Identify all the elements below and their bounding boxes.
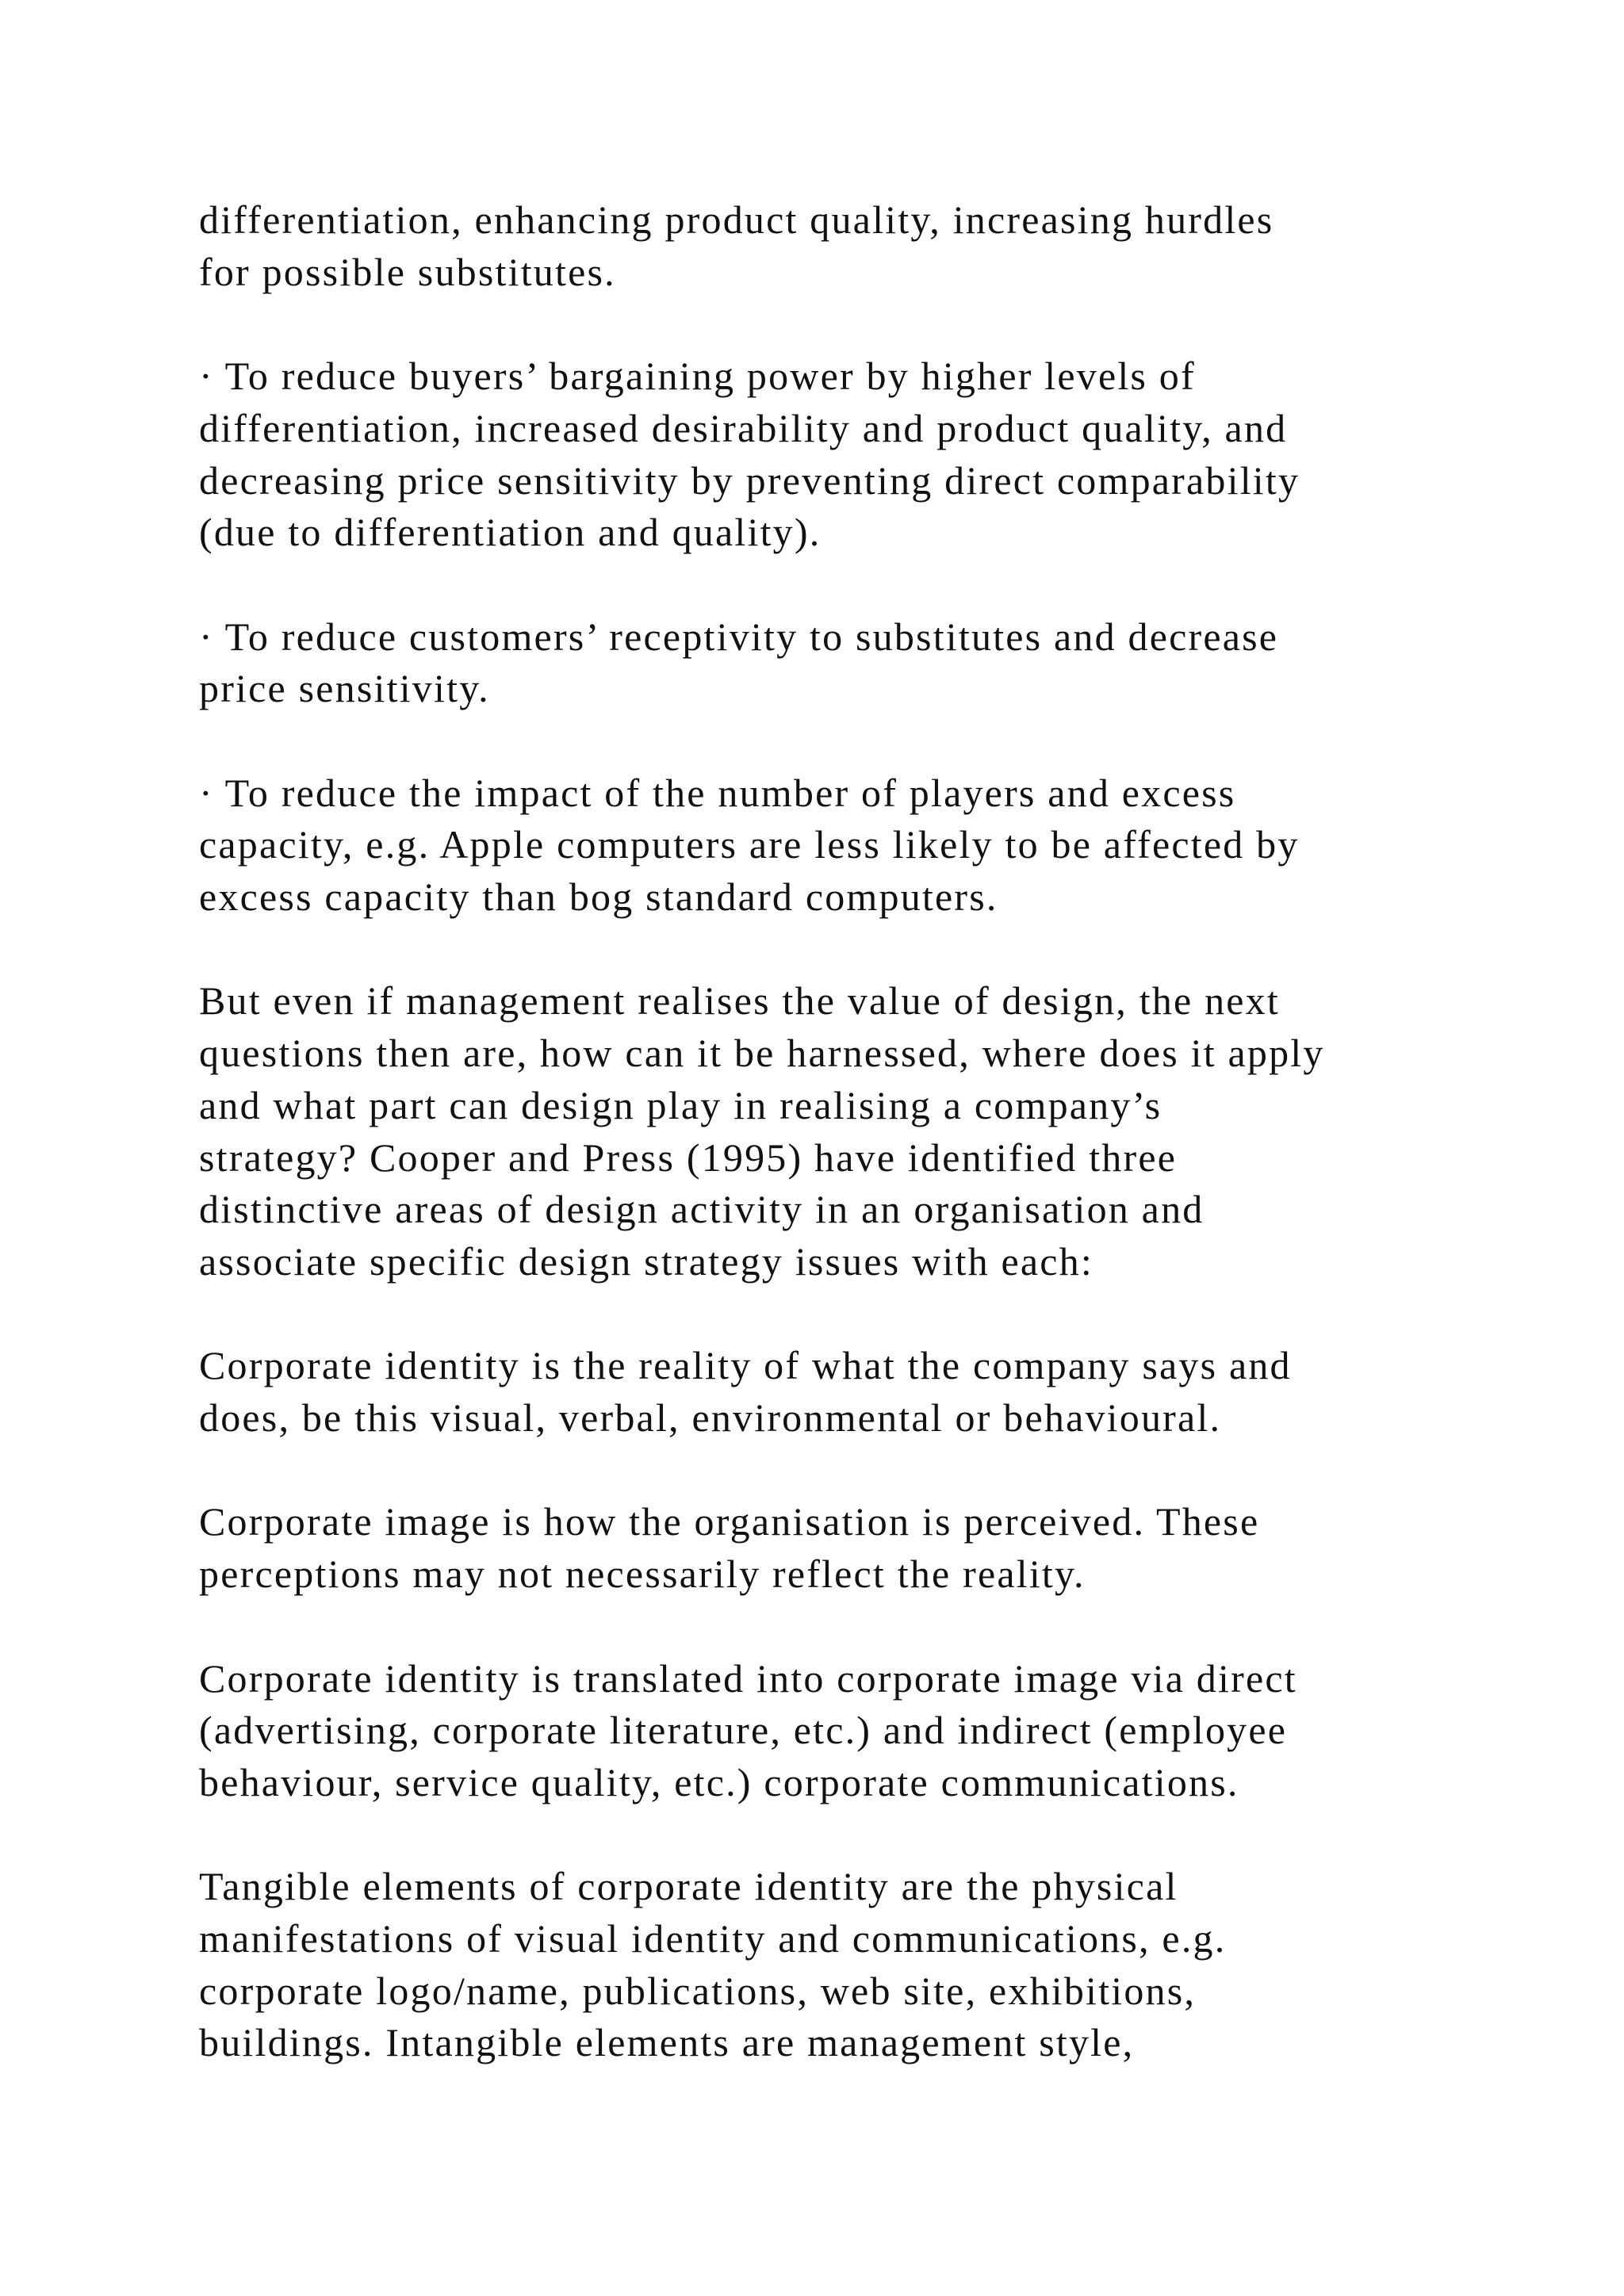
text-line: corporate logo/name, publications, web site, exhibitions,	[199, 1968, 1197, 2013]
paragraph	[199, 350, 1587, 559]
text-line: differentiation, increased desirability and product quality, and	[199, 405, 1288, 450]
text-line: decreasing price sensitivity by preventing direct comparability	[199, 457, 1300, 503]
paragraph	[199, 975, 1587, 1288]
text-line: buildings. Intangible elements are management style,	[199, 2020, 1135, 2065]
text-line: capacity, e.g. Apple computers are less likely to be affected by	[199, 822, 1300, 867]
text-line: distinctive areas of design activity in an organisation and	[199, 1187, 1205, 1232]
text-line: · To reduce customers’ receptivity to substitutes and decrease	[199, 614, 1279, 659]
text-line: perceptions may not necessarily reflect the reality.	[199, 1552, 1086, 1597]
text-line: strategy? Cooper and Press (1995) have identified three	[199, 1135, 1178, 1180]
text-line: behaviour, service quality, etc.) corporate communications.	[199, 1759, 1239, 1804]
paragraph	[199, 611, 1587, 715]
text-line: Corporate identity is translated into corporate image via direct	[199, 1655, 1297, 1701]
paragraph	[199, 194, 1587, 298]
paragraph	[199, 1340, 1587, 1444]
paragraph	[199, 767, 1587, 924]
text-line: excess capacity than bog standard computers.	[199, 874, 998, 920]
text-line: associate specific design strategy issues with each:	[199, 1239, 1094, 1284]
text-line: price sensitivity.	[199, 666, 490, 711]
paragraph	[199, 1861, 1587, 2069]
text-line: questions then are, how can it be harnessed, where does it apply	[199, 1031, 1325, 1076]
text-line: · To reduce the impact of the number of players and excess	[199, 770, 1236, 815]
text-line: Corporate identity is the reality of what the company says and	[199, 1343, 1292, 1388]
document-page	[199, 194, 1587, 2122]
text-line: Corporate image is how the organisation is perceived. These	[199, 1499, 1260, 1544]
text-line: But even if management realises the value of design, the next	[199, 978, 1280, 1024]
text-line: differentiation, enhancing product quality, increasing hurdles	[199, 197, 1274, 242]
text-line: manifestations of visual identity and communications, e.g.	[199, 1916, 1227, 1961]
text-line: does, be this visual, verbal, environmental or behavioural.	[199, 1395, 1222, 1441]
text-line: · To reduce buyers’ bargaining power by higher levels of	[199, 354, 1196, 399]
text-line: for possible substitutes.	[199, 249, 616, 294]
paragraph	[199, 1496, 1587, 1600]
text-line: Tangible elements of corporate identity are the physical	[199, 1864, 1178, 1909]
text-line: (due to differentiation and quality).	[199, 510, 822, 555]
paragraph	[199, 1653, 1587, 1809]
text-line: (advertising, corporate literature, etc.) and indirect (employee	[199, 1708, 1288, 1753]
text-line: and what part can design play in realising a company’s	[199, 1082, 1162, 1127]
